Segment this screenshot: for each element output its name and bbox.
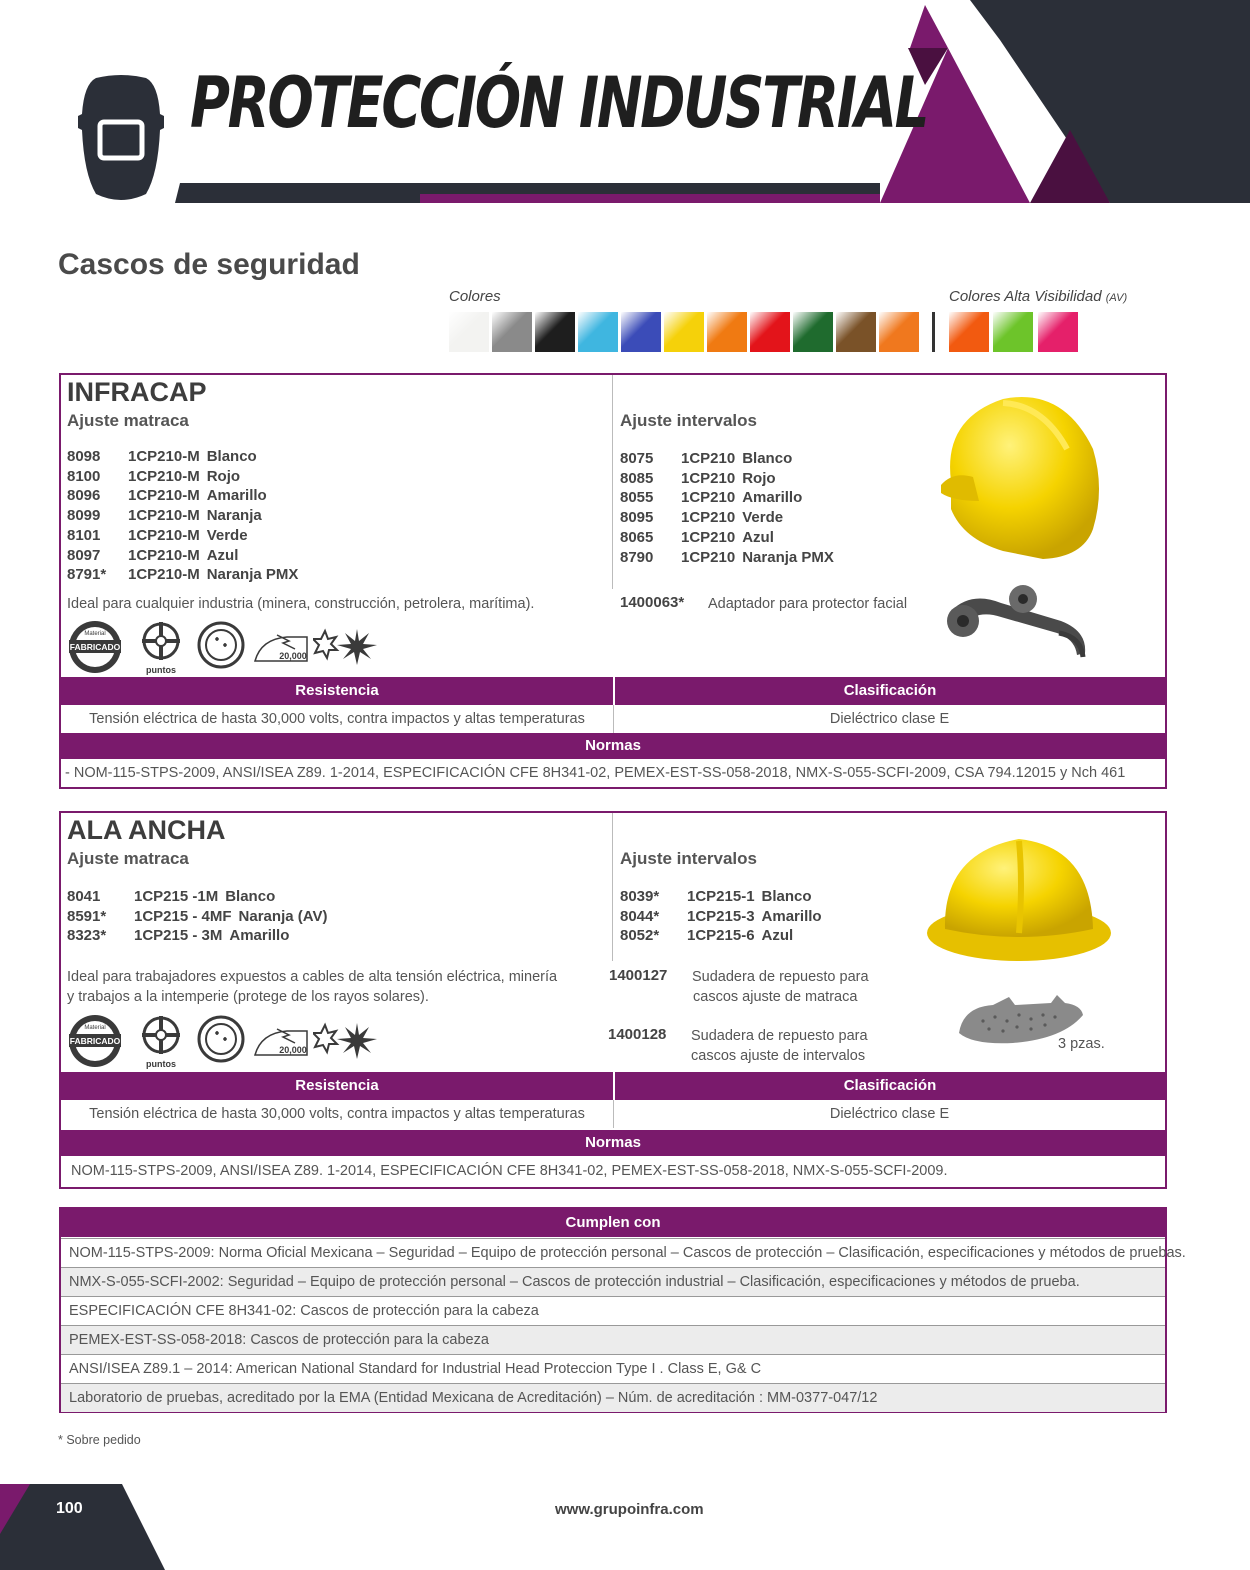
item-code: 8044* [620, 907, 660, 925]
description-line-1: Ideal para trabajadores expuestos a cables de alta tensión eléctrica, minería [67, 969, 558, 985]
item-color: Naranja PMX [206, 566, 299, 584]
column-divider [612, 375, 613, 589]
item-model: 1CP210-M [128, 507, 200, 525]
intervalos-subtitle: Ajuste intervalos [620, 411, 757, 430]
compliance-row: ANSI/ISEA Z89.1 – 2014: American National Standard for Industrial Head Proteccion Type I . Class E, G& C [61, 1354, 1165, 1383]
voltage-icon [251, 1025, 311, 1061]
accessory-1-line-2: cascos ajuste de matraca [693, 989, 858, 1005]
compliance-row: ESPECIFICACIÓN CFE 8H341-02: Cascos de protección para la cabeza [61, 1296, 1165, 1325]
item-model: 1CP210-M [128, 546, 200, 564]
product-code-row [620, 509, 783, 529]
item-color: Amarillo [206, 487, 267, 505]
item-code: 8055 [620, 489, 654, 507]
color-swatch [621, 312, 661, 352]
accessory-2-line-1: Sudadera de repuesto para [691, 1028, 868, 1044]
item-model: 1CP210-M [128, 526, 200, 544]
item-code: 8075 [620, 450, 654, 467]
clasificacion-header: Clasificación [613, 1072, 1165, 1100]
color-swatch [449, 312, 489, 352]
item-color: Blanco [761, 888, 812, 905]
accessory-text: Adaptador para protector facial [708, 596, 908, 612]
item-color: Naranja (AV) [238, 907, 328, 925]
welding-helmet-icon [74, 74, 168, 206]
item-code: 8100 [67, 467, 101, 485]
item-code: 8039* [620, 888, 660, 905]
volts-label: 20,000 [279, 651, 307, 661]
color-swatch [664, 312, 704, 352]
item-color: Blanco [742, 450, 793, 467]
item-code: 8591* [67, 907, 107, 925]
item-model: 1CP215 -1M [134, 888, 219, 905]
normas-header: Normas [585, 1134, 641, 1151]
av-color-swatch [949, 312, 989, 352]
item-code: 8041 [67, 888, 101, 905]
resistencia-header-bar [61, 1072, 1165, 1100]
intervalos-subtitle: Ajuste intervalos [620, 849, 757, 868]
item-code: 8065 [620, 528, 654, 546]
item-model: 1CP215-6 [687, 927, 755, 945]
product-code-row [620, 908, 822, 928]
item-code: 8097 [67, 546, 101, 564]
product-code-row [620, 450, 792, 470]
item-model: 1CP210 [681, 450, 736, 467]
product-code-row [620, 529, 774, 549]
color-swatch [707, 312, 747, 352]
yellow-helmet-image [933, 389, 1105, 565]
item-model: 1CP210-M [128, 467, 200, 485]
resistencia-value: Tensión eléctrica de hasta 30,000 volts, contra impactos y altas temperaturas [89, 711, 585, 727]
compliance-title: Cumplen con [565, 1214, 661, 1231]
item-color: Naranja PMX [742, 548, 834, 566]
normas-header-bar [61, 733, 1165, 759]
product-code-row [620, 470, 776, 490]
item-color: Naranja [206, 507, 262, 525]
product-code-row [67, 468, 240, 488]
item-model: 1CP210 [681, 548, 736, 566]
fabricado-badge-icon [67, 619, 123, 675]
product-code-row [67, 527, 248, 547]
accessory-1-code: 1400127 [609, 967, 668, 984]
product-name: INFRACAP [67, 377, 207, 407]
accessory-2-code: 1400128 [608, 1026, 667, 1043]
item-code: 8085 [620, 469, 654, 487]
website-link[interactable]: www.grupoinfra.com [555, 1501, 704, 1518]
item-color: Rojo [206, 467, 241, 485]
item-model: 1CP210 [681, 509, 736, 527]
product-code-row [67, 908, 327, 928]
resistencia-row [61, 1100, 1165, 1128]
sweatband-icon [195, 619, 247, 675]
product-name: ALA ANCHA [67, 815, 226, 845]
full-brim-helmet-image [923, 833, 1115, 965]
item-code: 8790 [620, 548, 654, 566]
resistencia-header: Resistencia [295, 682, 379, 699]
product-code-row [67, 487, 267, 507]
item-color: Azul [742, 528, 774, 546]
color-swatch [793, 312, 833, 352]
item-model: 1CP210 [681, 489, 736, 507]
product-code-row [67, 566, 298, 586]
page-title: PROTECCIÓN INDUSTRIAL [190, 62, 928, 144]
item-code: 8098 [67, 448, 101, 465]
normas-text: NOM-115-STPS-2009, ANSI/ISEA Z89. 1-2014, ESPECIFICACIÓN CFE 8H341-02, PEMEX-EST-SS-058-2018, NMX-S-055-SCFI-2009. [71, 1163, 948, 1179]
item-color: Amarillo [742, 489, 803, 507]
color-swatch [492, 312, 532, 352]
infracap-box [59, 373, 1167, 789]
accessory-2-line-2: cascos ajuste de intervalos [691, 1048, 866, 1064]
color-swatch [879, 312, 919, 352]
description-line-2: y trabajos a la intemperie (protege de los rayos solares). [67, 989, 429, 1005]
matraca-subtitle: Ajuste matraca [67, 849, 189, 868]
product-code-row [620, 549, 834, 569]
resistencia-header-bar [61, 677, 1165, 705]
accessory-code: 1400063* [620, 594, 685, 611]
product-code-row [620, 489, 802, 509]
four-points-icon [139, 619, 183, 675]
item-code: 8791* [67, 566, 107, 584]
item-code: 8095 [620, 509, 654, 527]
clasificacion-value: Dieléctrico clase E [613, 705, 1165, 733]
compliance-header-bar [61, 1209, 1165, 1237]
normas-text: - NOM-115-STPS-2009, ANSI/ISEA Z89. 1-2014, ESPECIFICACIÓN CFE 8H341-02, PEMEX-EST-SS-058-2018, NMX-S-055-SCFI-2009, CSA 794.12015 y Nch 461 [65, 765, 1126, 781]
accessory-1-line-1: Sudadera de repuesto para [692, 969, 869, 985]
product-code-row [67, 547, 238, 567]
av-color-swatch [993, 312, 1033, 352]
item-color: Rojo [742, 469, 776, 487]
av-color-swatch [1038, 312, 1078, 352]
face-shield-adapter-image [941, 581, 1091, 673]
item-model: 1CP210 [681, 469, 736, 487]
item-color: Azul [206, 546, 239, 564]
fabricado-label: FABRICADO [69, 1036, 121, 1046]
compliance-row: NOM-115-STPS-2009: Norma Oficial Mexicana – Seguridad – Equipo de protección personal – Cascos de protección – Clasificación, especificaciones y métodos de pruebas. [61, 1238, 1165, 1267]
product-code-row [67, 448, 257, 468]
sweatband-icon [195, 1013, 247, 1069]
product-code-row [67, 888, 275, 908]
product-code-row [67, 507, 262, 527]
page-header [0, 0, 1250, 215]
heat-spark-icon [313, 1021, 379, 1061]
item-model: 1CP210-M [128, 487, 200, 505]
color-swatch [535, 312, 575, 352]
item-model: 1CP210 [681, 528, 736, 546]
compliance-row: PEMEX-EST-SS-058-2018: Cascos de protección para la cabeza [61, 1325, 1165, 1354]
color-swatch [836, 312, 876, 352]
resistencia-header: Resistencia [295, 1077, 379, 1094]
voltage-icon [251, 631, 311, 667]
item-model: 1CP215 - 3M [134, 927, 223, 945]
product-code-row [620, 927, 793, 947]
puntos-label: puntos [146, 665, 176, 675]
item-color: Blanco [206, 448, 257, 465]
matraca-subtitle: Ajuste matraca [67, 411, 189, 430]
compliance-row: NMX-S-055-SCFI-2002: Seguridad – Equipo de protección personal – Cascos de protección industrial – Clasificación, especificaciones y métodos de prueba. [61, 1267, 1165, 1296]
compliance-row: Laboratorio de pruebas, acreditado por la EMA (Entidad Mexicana de Acreditación) – Núm. de acreditación : MM-0377-047/12 [61, 1383, 1165, 1412]
normas-header: Normas [585, 737, 641, 754]
item-code: 8099 [67, 507, 101, 525]
item-color: Verde [206, 526, 248, 544]
item-color: Blanco [225, 888, 276, 905]
item-color: Azul [761, 927, 794, 945]
fabricado-badge-icon [67, 1013, 123, 1069]
item-color: Verde [742, 509, 784, 527]
puntos-label: puntos [146, 1059, 176, 1069]
clasificacion-header: Clasificación [613, 677, 1165, 705]
color-swatch [750, 312, 790, 352]
item-code: 8101 [67, 526, 101, 544]
volts-label: 20,000 [279, 1045, 307, 1055]
section-title: Cascos de seguridad [58, 248, 360, 281]
normas-header-bar [61, 1130, 1165, 1156]
item-color: Amarillo [229, 927, 290, 945]
four-points-icon [139, 1013, 183, 1069]
column-divider [612, 813, 613, 961]
item-model: 1CP215-3 [687, 907, 755, 925]
av-colors-label: Colores Alta Visibilidad (AV) [949, 288, 1128, 305]
item-model: 1CP215-1 [687, 888, 755, 905]
fabricado-label: FABRICADO [69, 642, 121, 652]
heat-spark-icon [313, 627, 379, 667]
item-model: 1CP215 - 4MF [134, 907, 232, 925]
footnote: * Sobre pedido [58, 1433, 141, 1447]
compliance-table [59, 1207, 1186, 1413]
resistencia-row [61, 705, 1165, 733]
colors-label: Colores [449, 288, 501, 305]
material-label: Material [84, 631, 106, 637]
pieces-label: 3 pzas. [1058, 1036, 1105, 1052]
product-code-row [620, 888, 812, 908]
color-swatch [578, 312, 618, 352]
description: Ideal para cualquier industria (minera, construcción, petrolera, marítima). [67, 596, 535, 612]
item-model: 1CP210-M [128, 448, 200, 465]
resistencia-value: Tensión eléctrica de hasta 30,000 volts, contra impactos y altas temperaturas [89, 1106, 585, 1122]
item-code: 8096 [67, 487, 101, 505]
footer-decoration [0, 1484, 170, 1570]
product-code-row [67, 927, 289, 947]
swatch-separator [932, 312, 935, 352]
item-code: 8052* [620, 927, 660, 945]
ala-ancha-box [59, 811, 1167, 1189]
item-model: 1CP210-M [128, 566, 200, 584]
material-label: Material [84, 1025, 106, 1031]
item-color: Amarillo [761, 907, 822, 925]
page-number: 100 [56, 1500, 83, 1517]
clasificacion-value: Dieléctrico clase E [613, 1100, 1165, 1128]
item-code: 8323* [67, 927, 107, 945]
